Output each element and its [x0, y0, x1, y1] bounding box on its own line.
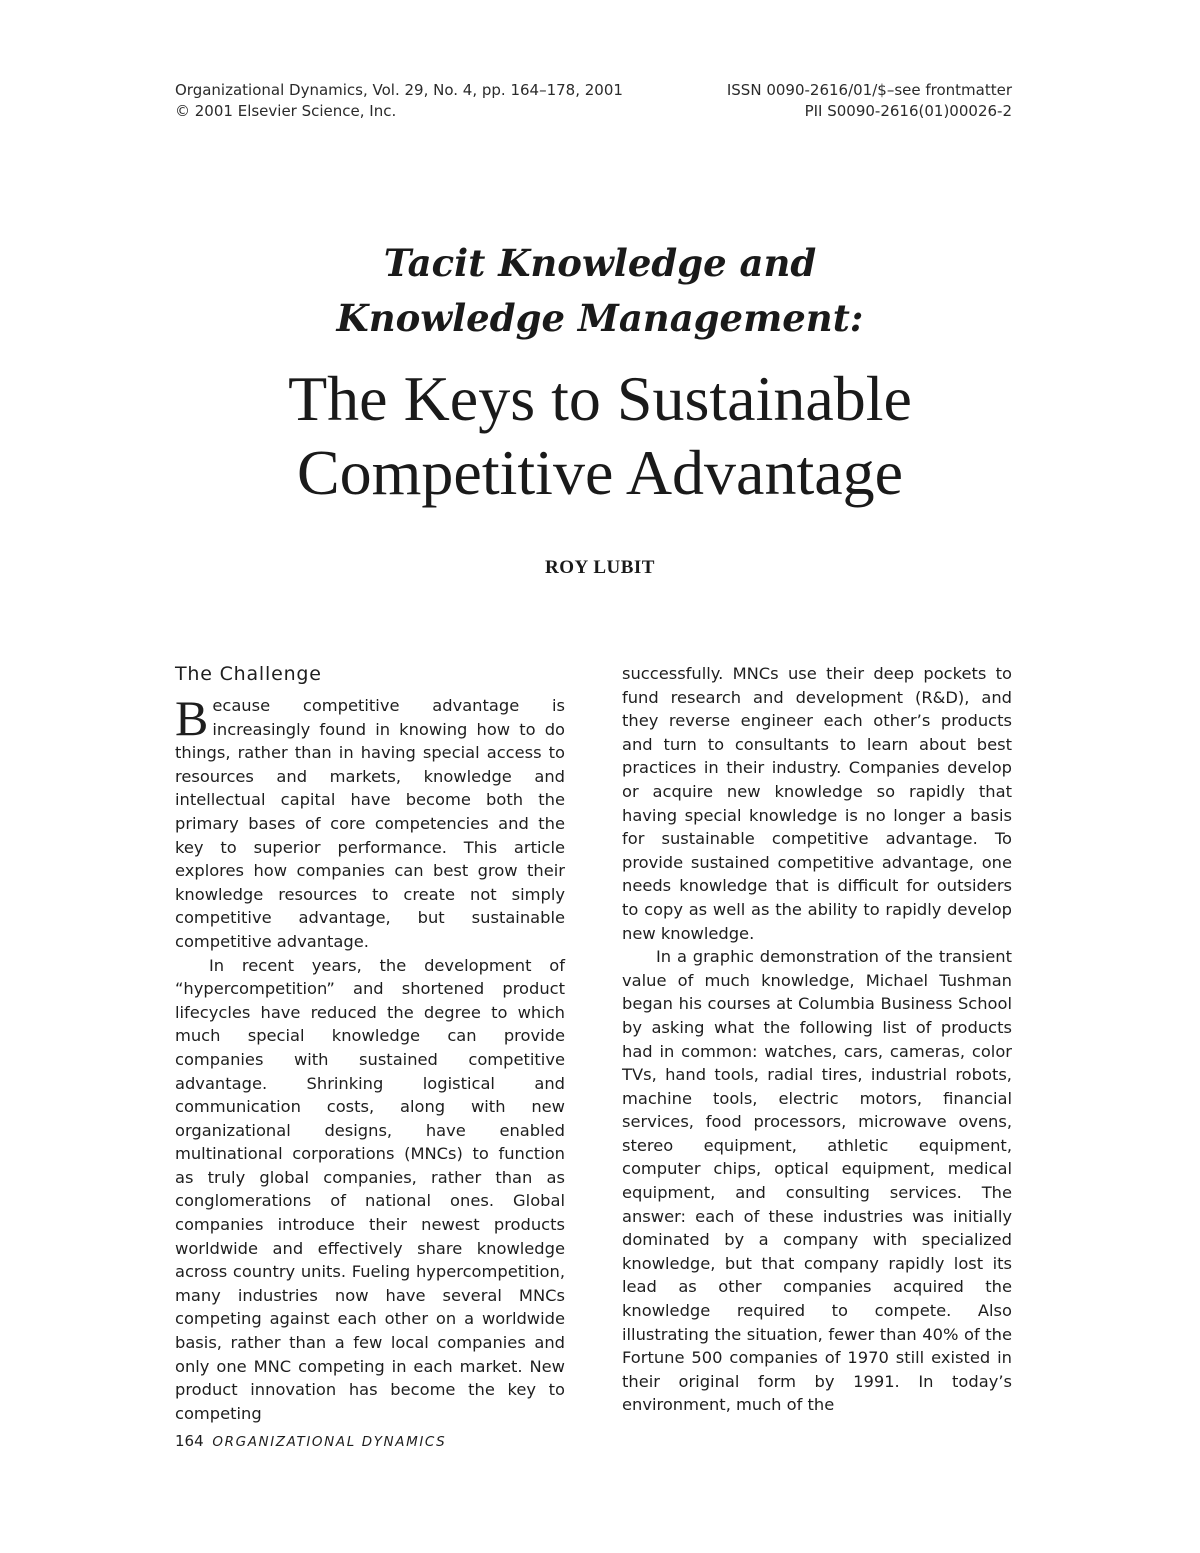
- journal-name: ORGANIZATIONAL DYNAMICS: [212, 1434, 447, 1450]
- title-line-2: Competitive Advantage: [296, 437, 904, 508]
- paragraph-3: successfully. MNCs use their deep pockets to fund research and development (R&D), and they reverse engineer each other’s products and turn to consultants to learn about best practices in their industry. Companies develop or acquire new knowledge so rapidly that having special knowledge is no longer a basis for sustainable competitive advantage. To provide sustained competitive advantage, one needs knowledge that is difficult for outsiders to copy as well as the ability to rapidly develop new knowledge.: [622, 664, 1012, 943]
- copyright-line: © 2001 Elsevier Science, Inc.: [175, 102, 397, 120]
- right-column: [622, 662, 1012, 1417]
- pii-line: PII S0090-2616(01)00026-2: [804, 102, 1012, 120]
- left-column: [175, 660, 565, 1425]
- citation-header: [175, 80, 623, 122]
- subtitle-line-2: Knowledge Management:: [336, 296, 864, 340]
- author-name: ROY LUBIT: [545, 557, 655, 578]
- citation-line: Organizational Dynamics, Vol. 29, No. 4, pp. 164–178, 2001: [175, 81, 623, 99]
- paragraph-1-text: ecause competitive advantage is increasingly found in knowing how to do things, rather than in having special access to resources and markets, knowledge and intellectual capital have become both the primary bases of core competencies and the key to superior performance. This article explores how companies can best grow their knowledge resources to create not simply competitive advantage, but sustainable competitive advantage.: [175, 696, 565, 951]
- article-subtitle: [0, 236, 1200, 346]
- paragraph-4: In a graphic demonstration of the transient value of much knowledge, Michael Tushman began his courses at Columbia Business School by asking what the following list of products had in common: watches, cars, cameras, color TVs, hand tools, radial tires, industrial robots, machine tools, electric motors, financial services, food processors, microwave ovens, stereo equipment, athletic equipment, computer chips, optical equipment, medical equipment, and consulting services. The answer: each of these industries was initially dominated by a company with specialized knowledge, but that company rapidly lost its lead as other companies acquired the knowledge required to compete. Also illustrating the situation, fewer than 40% of the Fortune 500 companies of 1970 still existed in their original form by 1991. In today’s environment, much of the: [622, 947, 1012, 1415]
- page-footer: [175, 1432, 446, 1450]
- paragraph-1: [175, 690, 565, 954]
- article-title: [0, 362, 1200, 510]
- title-line-1: The Keys to Sustainable: [288, 363, 912, 434]
- subtitle-line-1: Tacit Knowledge and: [383, 241, 817, 285]
- issn-line: ISSN 0090-2616/01/$–see frontmatter: [726, 81, 1012, 99]
- issn-header: [727, 80, 1012, 122]
- drop-cap: B: [175, 690, 209, 746]
- section-heading: The Challenge: [175, 663, 322, 685]
- page-number: 164: [175, 1432, 204, 1450]
- paragraph-2: In recent years, the development of “hypercompetition” and shortened product lifecycles have reduced the degree to which much special knowledge can provide companies with sustained competitive advantage. Shrinking logistical and communication costs, along with new organizational designs, have enabled multinational corporations (MNCs) to function as truly global companies, rather than as conglomerations of national ones. Global companies introduce their newest products worldwide and effectively share knowledge across country units. Fueling hypercompetition, many industries now have several MNCs competing against each other on a worldwide basis, rather than a few local companies and only one MNC competing in each market. New product innovation has become the key to competing: [175, 955, 565, 1423]
